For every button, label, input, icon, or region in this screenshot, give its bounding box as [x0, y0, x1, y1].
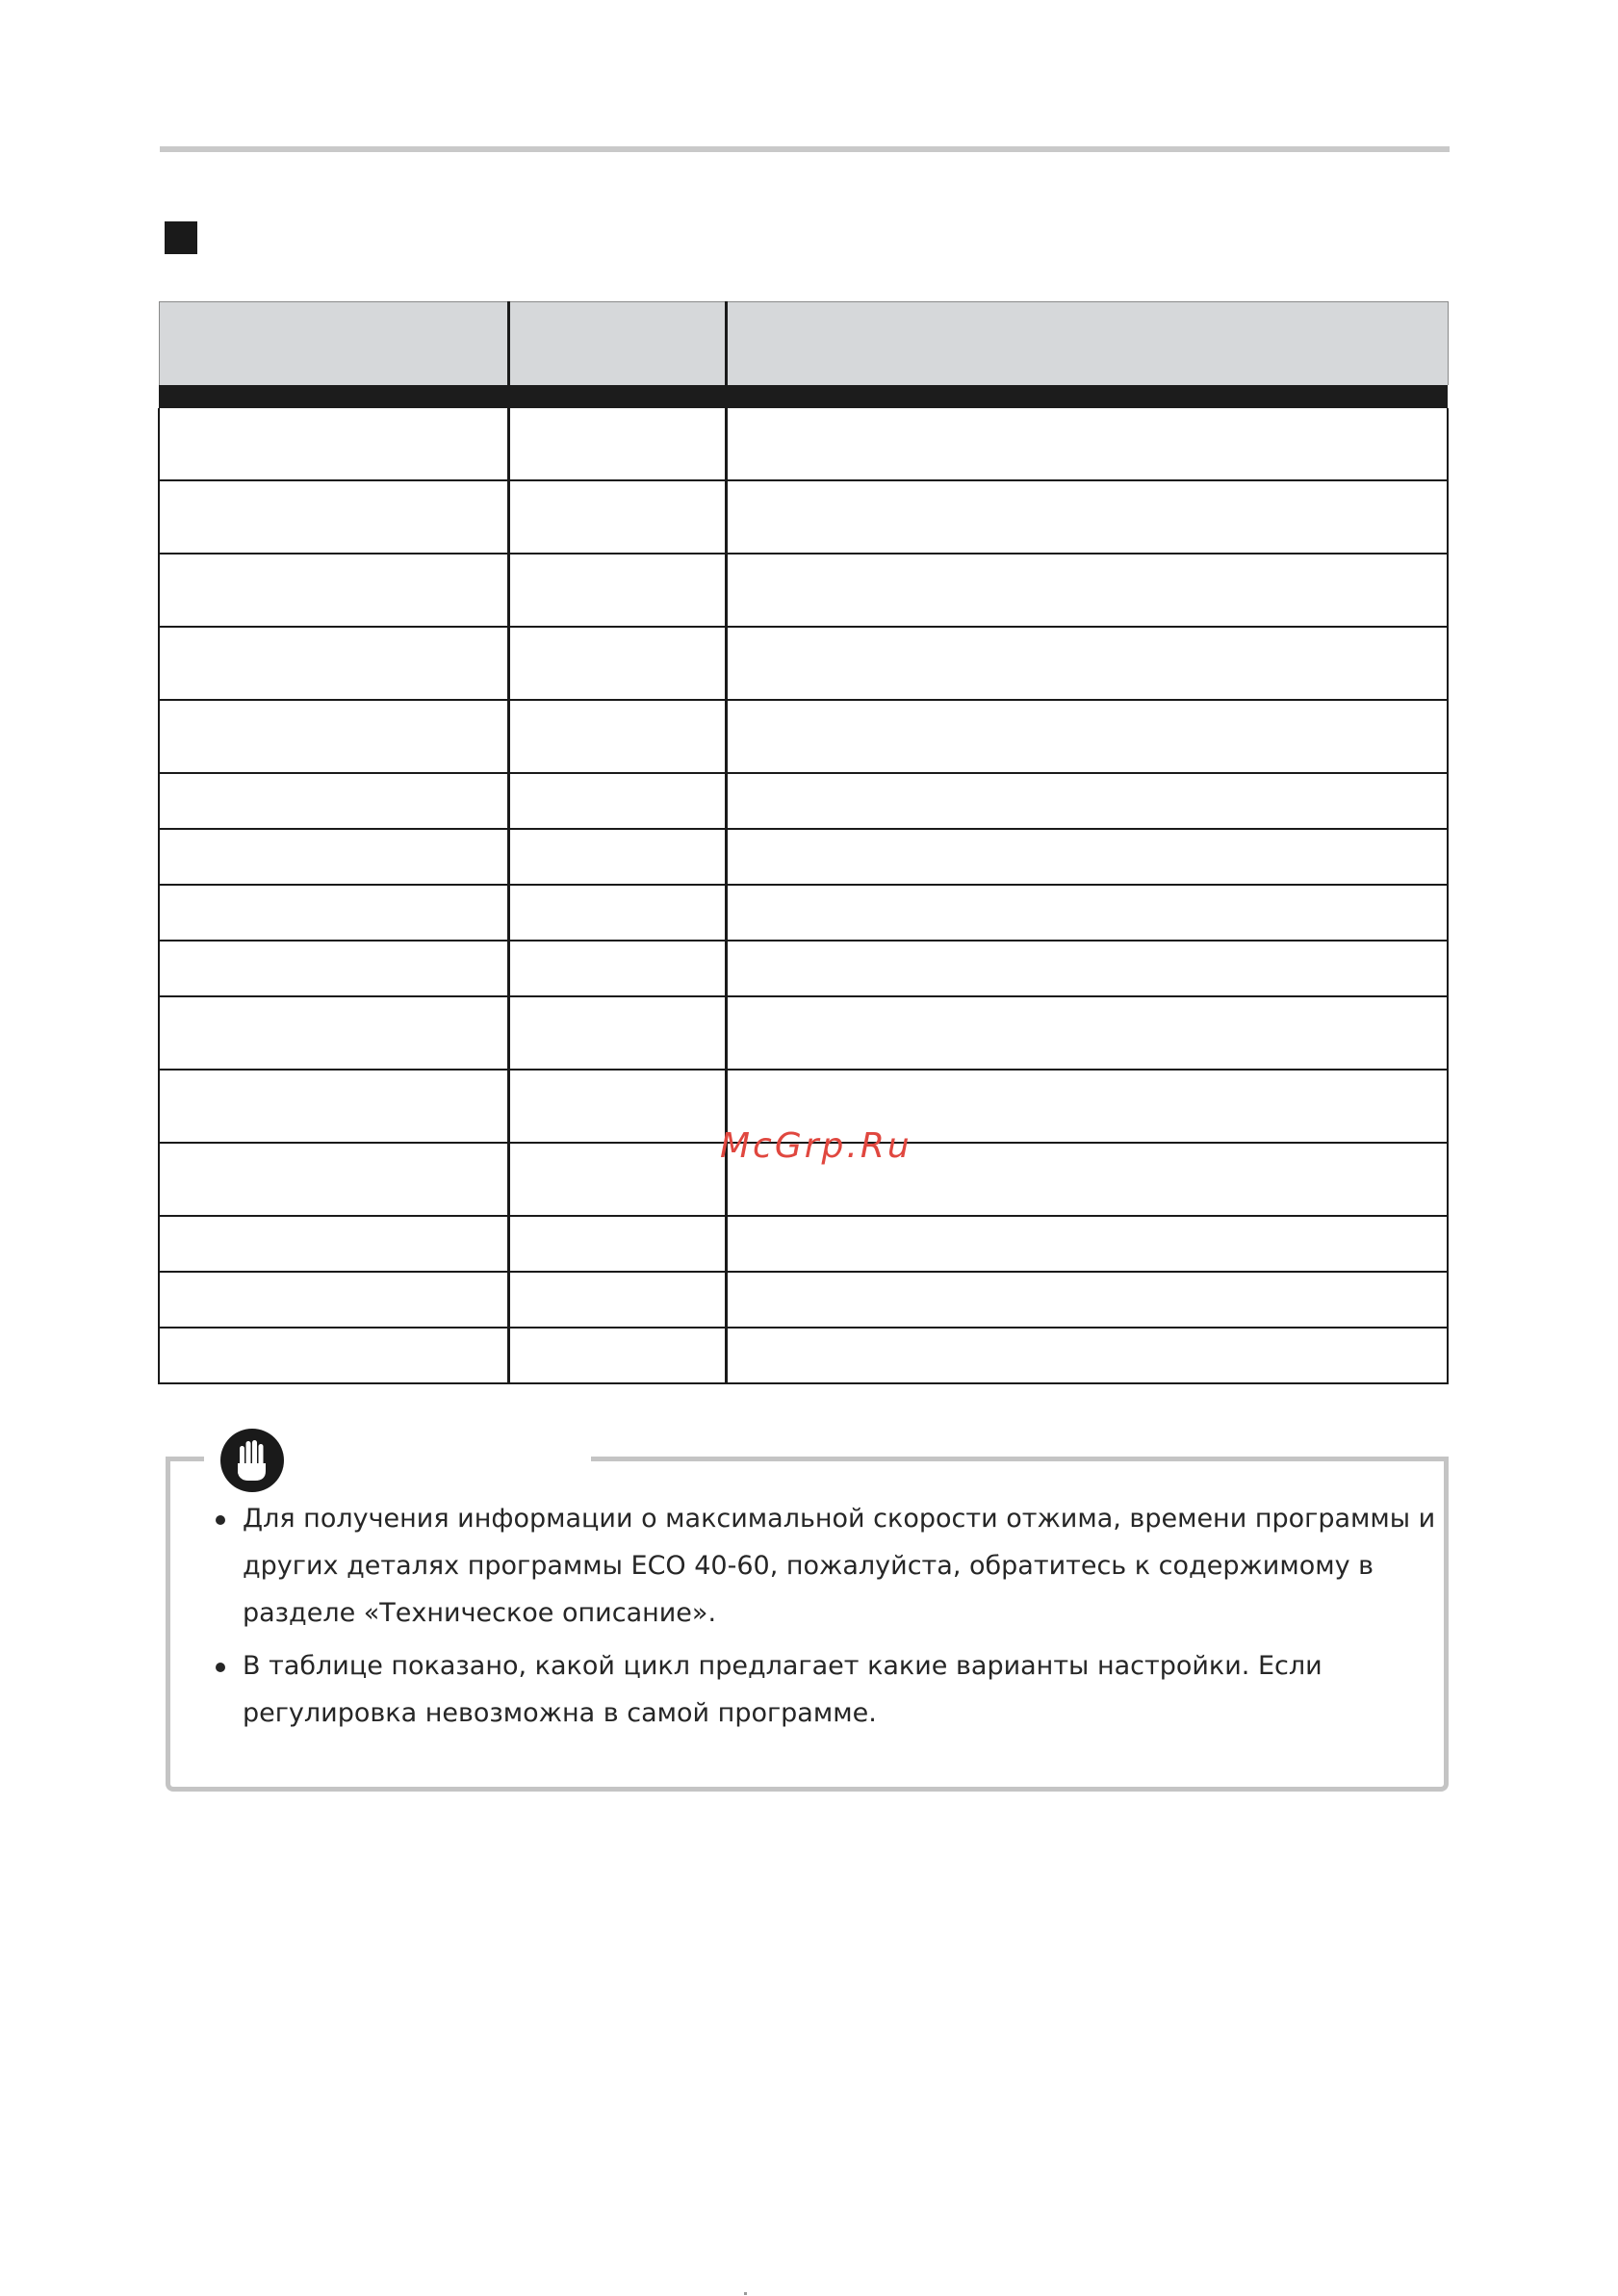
- watermark: McGrp.Ru: [720, 1126, 912, 1166]
- page-footer-mark: [744, 2292, 747, 2295]
- note-item: Для получения информации о максимальной скорости отжима, времени программы и других деталях программы ECO 40-60, пожалуйста, обратитесь к содержимому в разделе «Техническое описание».: [214, 1495, 1444, 1637]
- note-item: В таблице показано, какой цикл предлагает какие варианты настройки. Если регулировка невозможна в самой программе.: [214, 1642, 1444, 1737]
- table-row: [159, 480, 1448, 554]
- header-cell: [508, 302, 726, 386]
- header-cell: [159, 302, 508, 386]
- table-row: [159, 829, 1448, 885]
- table-row: [159, 885, 1448, 941]
- table-row: [159, 1328, 1448, 1383]
- table-row: [159, 700, 1448, 773]
- table-row: [159, 773, 1448, 829]
- caution-note-list: [214, 1495, 1444, 1742]
- table-row: [159, 1272, 1448, 1328]
- note-border-segment: [166, 1457, 204, 1461]
- table-row: [159, 996, 1448, 1070]
- programs-table: [158, 301, 1447, 1384]
- header-band: [159, 385, 1448, 408]
- table-row: [159, 408, 1448, 480]
- table-row: [159, 554, 1448, 627]
- top-rule: [160, 146, 1450, 152]
- table-row: [159, 1216, 1448, 1272]
- table-row: [159, 627, 1448, 700]
- table-row: [159, 941, 1448, 996]
- section-marker: [165, 221, 197, 254]
- table-header-row: [159, 302, 1448, 386]
- header-cell: [726, 302, 1448, 386]
- stop-hand-icon: [218, 1427, 286, 1494]
- note-border-segment: [591, 1457, 1449, 1461]
